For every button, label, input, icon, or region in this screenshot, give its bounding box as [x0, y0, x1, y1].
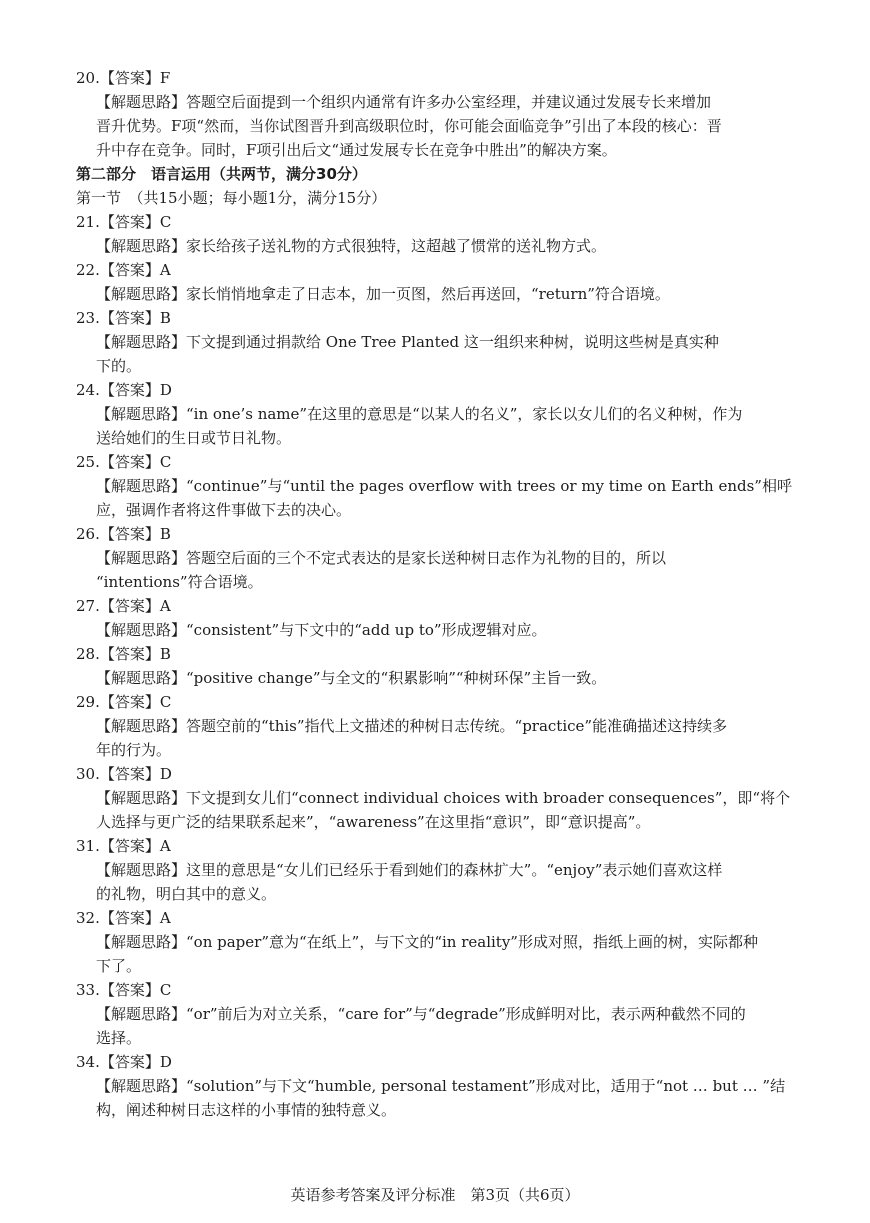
explanation-line: 【解题思路】“continue”与“until the pages overflow with trees or my time on Earth ends”相呼: [96, 477, 792, 495]
explanation-line: 【解题思路】下文提到通过捐款给 One Tree Planted 这一组织来种树，说明这些树是真实种: [96, 333, 719, 351]
answer-line: 24.【答案】D: [76, 381, 172, 399]
subsection-heading: 第一节 （共15小题；每小题1分，满分15分）: [76, 189, 387, 207]
answer-line: 33.【答案】C: [76, 981, 172, 999]
explanation-line: 【解题思路】答题空后面的三个不定式表达的是家长送种树日志作为礼物的目的，所以: [96, 549, 667, 567]
answer-line: 28.【答案】B: [76, 645, 171, 663]
explanation-line: 晋升优势。F项“然而，当你试图晋升到高级职位时，你可能会面临竞争”引出了本段的核心：晋: [96, 117, 722, 135]
explanation-line: 【解题思路】这里的意思是“女儿们已经乐于看到她们的森林扩大”。“enjoy”表示她们喜欢这样: [96, 861, 723, 879]
answer-line: 23.【答案】B: [76, 309, 171, 327]
explanation-line: 构，阐述种树日志这样的小事情的独特意义。: [96, 1101, 397, 1119]
answer-line: 32.【答案】A: [76, 909, 171, 927]
answer-line: 26.【答案】B: [76, 525, 171, 543]
explanation-line: 的礼物，明白其中的意义。: [96, 885, 277, 903]
explanation-line: 【解题思路】“solution”与下文“humble, personal testament”形成对比，适用于“not … but … ”结: [96, 1077, 786, 1095]
explanation-line: 【解题思路】家长悄悄地拿走了日志本，加一页图，然后再送回，“return”符合语境。: [96, 285, 670, 303]
explanation-line: 【解题思路】家长给孩子送礼物的方式很独特，这超越了惯常的送礼物方式。: [96, 237, 607, 255]
explanation-line: 选择。: [96, 1029, 142, 1047]
answer-line: 30.【答案】D: [76, 765, 172, 783]
answer-line: 27.【答案】A: [76, 597, 171, 615]
explanation-line: 【解题思路】答题空后面提到一个组织内通常有许多办公室经理，并建议通过发展专长来增加: [96, 93, 712, 111]
explanation-line: 【解题思路】“in one’s name”在这里的意思是“以某人的名义”，家长以女儿们的名义种树，作为: [96, 405, 743, 423]
explanation-line: 【解题思路】下文提到女儿们“connect individual choices with broader consequences”，即“将个: [96, 789, 791, 807]
explanation-line: 【解题思路】答题空前的“this”指代上文描述的种树日志传统。“practice”能准确描述这持续多: [96, 717, 728, 735]
explanation-line: 【解题思路】“or”前后为对立关系，“care for”与“degrade”形成鲜明对比，表示两种截然不同的: [96, 1005, 746, 1023]
explanation-line: 应，强调作者将这件事做下去的决心。: [96, 501, 352, 519]
answer-line: 31.【答案】A: [76, 837, 171, 855]
explanation-line: 人选择与更广泛的结果联系起来”，“awareness”在这里指“意识”，即“意识提高”。: [96, 813, 651, 831]
explanation-line: 下的。: [96, 357, 142, 375]
explanation-line: 下了。: [96, 957, 142, 975]
answer-line: 34.【答案】D: [76, 1053, 172, 1071]
answer-line: 22.【答案】A: [76, 261, 171, 279]
explanation-line: 【解题思路】“consistent”与下文中的“add up to”形成逻辑对应。: [96, 621, 547, 639]
answer-content: [76, 66, 806, 1122]
page-footer: 英语参考答案及评分标准 第3页（共6页）: [290, 1186, 580, 1204]
explanation-line: 年的行为。: [96, 741, 172, 759]
explanation-line: 送给她们的生日或节日礼物。: [96, 429, 292, 447]
answer-line: 21.【答案】C: [76, 213, 172, 231]
explanation-line: 【解题思路】“positive change”与全文的“积累影响”“种树环保”主旨一致。: [96, 669, 607, 687]
section-heading: 第二部分 语言运用（共两节，满分30分）: [76, 165, 367, 183]
answer-line: 29.【答案】C: [76, 693, 172, 711]
answer-line: 20.【答案】F: [76, 69, 171, 87]
answer-line: 25.【答案】C: [76, 453, 172, 471]
explanation-line: 升中存在竞争。同时，F项引出后文“通过发展专长在竞争中胜出”的解决方案。: [96, 141, 617, 159]
explanation-line: 【解题思路】“on paper”意为“在纸上”，与下文的“in reality”形成对照，指纸上画的树，实际都种: [96, 933, 758, 951]
explanation-line: “intentions”符合语境。: [96, 573, 263, 591]
